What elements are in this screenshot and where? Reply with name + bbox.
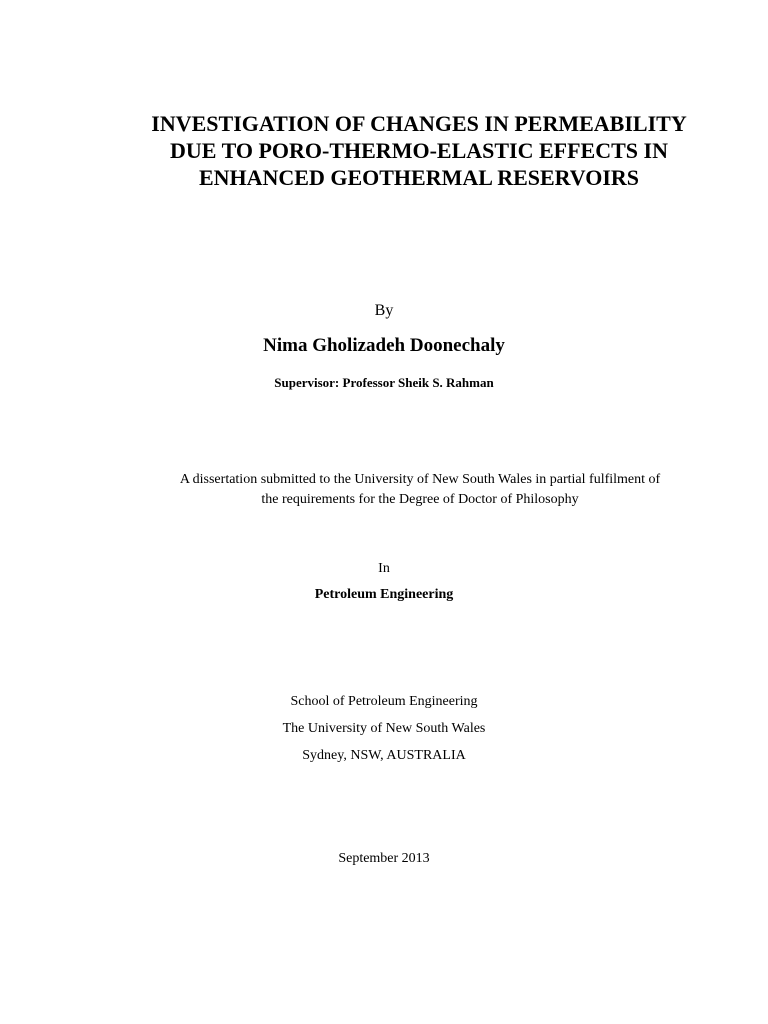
supervisor-line: Supervisor: Professor Sheik S. Rahman [274, 375, 494, 390]
statement-line: A dissertation submitted to the University of New South Wales in partial fulfilment of [179, 472, 661, 487]
university-name: The University of New South Wales [282, 721, 486, 736]
thesis-title-line: ENHANCED GEOTHERMAL RESERVOIRS [198, 165, 640, 190]
discipline: Petroleum Engineering [314, 587, 454, 602]
statement-line: the requirements for the Degree of Doctor of Philosophy [261, 492, 579, 507]
school-name: School of Petroleum Engineering [290, 694, 478, 709]
dissertation-statement [110, 470, 730, 510]
author-name: Nima Gholizadeh Doonechaly [263, 335, 505, 356]
location: Sydney, NSW, AUSTRALIA [302, 748, 466, 763]
submission-date: September 2013 [338, 851, 430, 866]
by-label: By [374, 302, 394, 319]
thesis-title-line: DUE TO PORO-THERMO-ELASTIC EFFECTS IN [170, 138, 668, 163]
thesis-title-line: INVESTIGATION OF CHANGES IN PERMEABILITY [151, 111, 687, 136]
thesis-title [84, 110, 754, 191]
in-label: In [378, 561, 390, 576]
